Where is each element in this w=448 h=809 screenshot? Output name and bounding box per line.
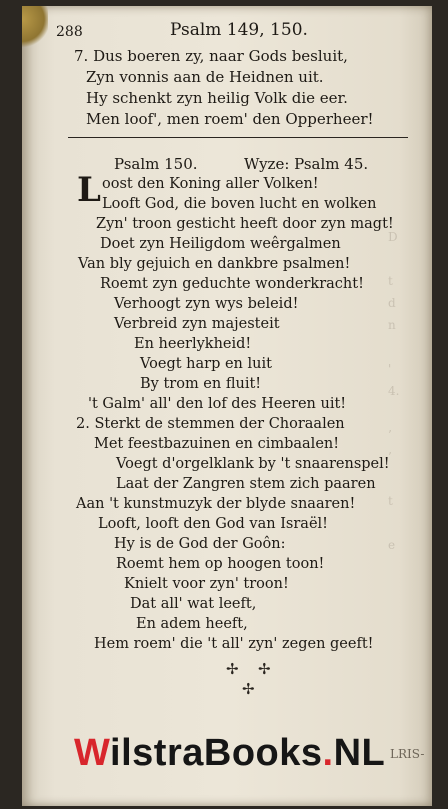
- book-page: [22, 6, 432, 806]
- tune-indication: Wyze: Psalm 45.: [244, 155, 369, 173]
- psalm-line: Met feestbazuinen en cimbaalen!: [94, 436, 340, 452]
- psalm-line: En adem heeft,: [136, 616, 248, 632]
- psalm-title: Psalm 150.: [114, 155, 198, 173]
- psalm-line: Zyn' troon gesticht heeft door zyn magt!: [96, 216, 394, 232]
- bleed-through-text: D t d n ' 4. ’ ’ t e: [388, 230, 400, 552]
- psalm-line: Voegt d'orgelklank by 't snaarenspel!: [116, 456, 390, 472]
- psalm-line: Hem roem' die 't all' zyn' zegen geeft!: [94, 636, 374, 652]
- ornament-icon: ✢: [226, 660, 239, 678]
- psalm-line: Roemt hem op hoogen toon!: [116, 556, 325, 572]
- psalm-line: By trom en fluit!: [140, 376, 262, 392]
- prev-verse-line: Men loof', men roem' den Opperheer!: [86, 110, 374, 128]
- psalm-line: Van bly gejuich en dankbre psalmen!: [78, 256, 351, 272]
- ornament-icon: ✢: [258, 660, 271, 678]
- watermark-initial: W: [74, 732, 111, 774]
- watermark-dot: .: [322, 732, 334, 774]
- psalm-line: Doet zyn Heiligdom weêrgalmen: [100, 236, 341, 252]
- page-number: 288: [56, 24, 83, 40]
- prev-verse-line: Hy schenkt zyn heilig Volk die eer.: [86, 89, 348, 107]
- watermark-suffix: NL: [333, 732, 386, 774]
- watermark-text: ilstraBooks: [110, 732, 323, 774]
- psalm-line: Looft, looft den God van Israël!: [98, 516, 328, 532]
- psalm-line: Looft God, die boven lucht en wolken: [102, 196, 377, 212]
- drop-cap: L: [77, 170, 101, 210]
- psalm-line: oost den Koning aller Volken!: [102, 176, 319, 192]
- psalm-line: Verbreid zyn majesteit: [114, 316, 280, 332]
- book-corner-decoration: [22, 6, 48, 50]
- psalm-line: Dat all' wat leeft,: [130, 596, 257, 612]
- watermark: [74, 732, 385, 775]
- psalm-line: Roemt zyn geduchte wonderkracht!: [100, 276, 364, 292]
- bleed-through-fragment: LRIS-: [390, 747, 425, 761]
- psalm-line: Hy is de God der Goôn:: [114, 536, 286, 552]
- running-title: Psalm 149, 150.: [170, 20, 308, 40]
- section-divider: [68, 137, 408, 138]
- psalm-line: Knielt voor zyn' troon!: [124, 576, 289, 592]
- psalm-line: 2. Sterkt de stemmen der Choraalen: [76, 416, 345, 432]
- ornament-icon: ✢: [242, 680, 255, 698]
- psalm-line: Voegt harp en luit: [140, 356, 272, 372]
- psalm-line: Aan 't kunstmuzyk der blyde snaaren!: [76, 496, 356, 512]
- prev-verse-line: 7. Dus boeren zy, naar Gods besluit,: [74, 47, 348, 65]
- prev-verse-line: Zyn vonnis aan de Heidnen uit.: [86, 68, 324, 86]
- psalm-line: Laat der Zangren stem zich paaren: [116, 476, 376, 492]
- psalm-line: 't Galm' all' den lof des Heeren uit!: [88, 396, 347, 412]
- psalm-line: Verhoogt zyn wys beleid!: [114, 296, 299, 312]
- psalm-line: En heerlykheid!: [134, 336, 252, 352]
